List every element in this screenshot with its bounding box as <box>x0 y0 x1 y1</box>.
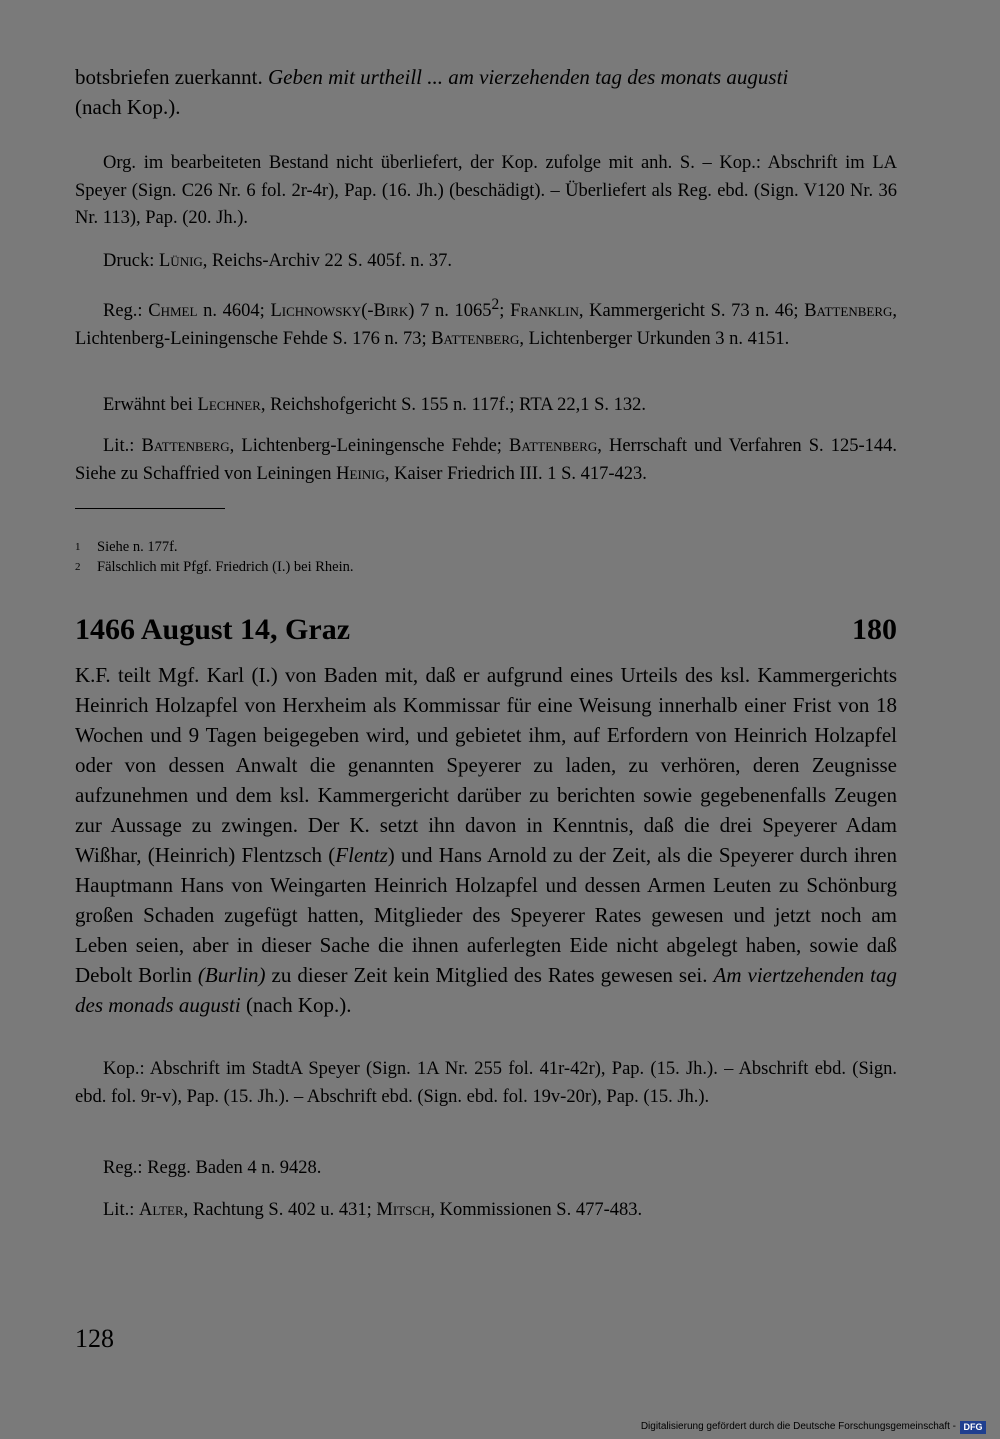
entry-regest-text: K.F. teilt Mgf. Karl (I.) von Baden mit, daß er aufgrund eines Urteils des ksl. Kammergerichts Heinrich Holzapfel von Herxheim als Kommissar für eine Weisung innerhalb einer Frist von 18 Wochen und 9 Tagen beigegeben wird, und gebietet ihm, auf Erfordern von Heinrich Holzapfel oder von dessen Anwalt die genannten Speyerer zu laden, zu verhören, deren Zeugnisse aufzunehmen und dem ksl. Kammergericht darüber zu berichten sowie gegebenenfalls Zeugen zur Aussage zu zwingen. Der K. setzt ihn davon in Kenntnis, daß die drei Speyerer Adam Wißhar, (Heinrich) Flentzsch (Flentz) und Hans Arnold zu der Zeit, als die Speyerer durch ihren Hauptmann Hans von Weingarten Heinrich Holzapfel und dessen Armen Leuten zu Schönburg großen Schaden zugefügt hatten, Mitglieder des Speyerer Rates gewesen und jetzt noch am Leben seien, aber in dieser Sache die ihnen auferlegten Eide nicht abgelegt haben, sowie daß Debolt Borlin (Burlin) zu dieser Zeit kein Mitglied des Rates gewesen sei. Am viertzehenden tag des monads augusti (nach Kop.). <box>75 663 897 1017</box>
org-note: Org. im bearbeiteten Bestand nicht überliefert, der Kop. zufolge mit anh. S. – Kop.: Abschrift im LA Speyer (Sign. C26 Nr. 6 fol. 2r-4r), Pap. (16. Jh.) (beschädigt). – Überliefert als Reg. ebd. (Sign. V120 Nr. 36 Nr. 113), Pap. (20. Jh.). <box>75 153 897 228</box>
entry-lit-note: Lit.: Alter, Rachtung S. 402 u. 431; Mitsch, Kommissionen S. 477-483. <box>103 1200 643 1220</box>
dfg-logo: DFG <box>960 1421 986 1434</box>
page-number: 128 <box>75 1324 114 1353</box>
footer-text: Digitalisierung gefördert durch die Deutsche Forschungsgemeinschaft - <box>640 1421 956 1432</box>
closing-text: botsbriefen zuerkannt. <box>75 65 263 89</box>
funding-footer <box>641 1420 986 1434</box>
entry-date-place: 1466 August 14, Graz <box>75 613 351 646</box>
entry-heading <box>75 610 897 650</box>
druck-note: Druck: Lünig, Reichs-Archiv 22 S. 405f. n. 37. <box>103 251 453 271</box>
closing-source: (nach Kop.). <box>75 95 181 119</box>
footnote-2: 2 Fälschlich mit Pfgf. Friedrich (I.) bei Rhein. <box>75 559 354 575</box>
footnote-divider <box>75 508 225 509</box>
entry-number: 180 <box>852 613 897 646</box>
closing-quote: Geben mit urtheill ... am vierzehenden tag des monats augusti <box>268 65 789 89</box>
footnote-ref: 2 <box>491 296 500 313</box>
reg-note: Reg.: Chmel n. 4604; Lichnowsky(-Birk) 7 n. 1065$^2$; Franklin, Kammergericht S. 73 n. 46; Battenberg, Lichtenberg-Leiningensche Fehde S. 176 n. 73; Battenberg, Lichtenberger Urkunden 3 n. 4151. <box>75 296 897 349</box>
entry-reg-note: Reg.: Regg. Baden 4 n. 9428. <box>103 1158 322 1178</box>
erwaehnt-note: Erwähnt bei Lechner, Reichshofgericht S. 155 n. 117f.; RTA 22,1 S. 132. <box>103 395 647 415</box>
footnote-1: 1 Siehe n. 177f. <box>75 539 178 555</box>
kop-note: Kop.: Abschrift im StadtA Speyer (Sign. 1A Nr. 255 fol. 41r-42r), Pap. (15. Jh.). – Abschrift ebd. (Sign. ebd. fol. 9r-v), Pap. (15. Jh.). – Abschrift ebd. (Sign. ebd. fol. 19v-20r), Pap. (15. Jh.). <box>75 1059 897 1107</box>
lit-note: Lit.: Battenberg, Lichtenberg-Leiningensche Fehde; Battenberg, Herrschaft und Verfahren S. 125-144. Siehe zu Schaffried von Leiningen Heinig, Kaiser Friedrich III. 1 S. 417-423. <box>75 436 898 484</box>
previous-entry-closing <box>75 62 897 122</box>
